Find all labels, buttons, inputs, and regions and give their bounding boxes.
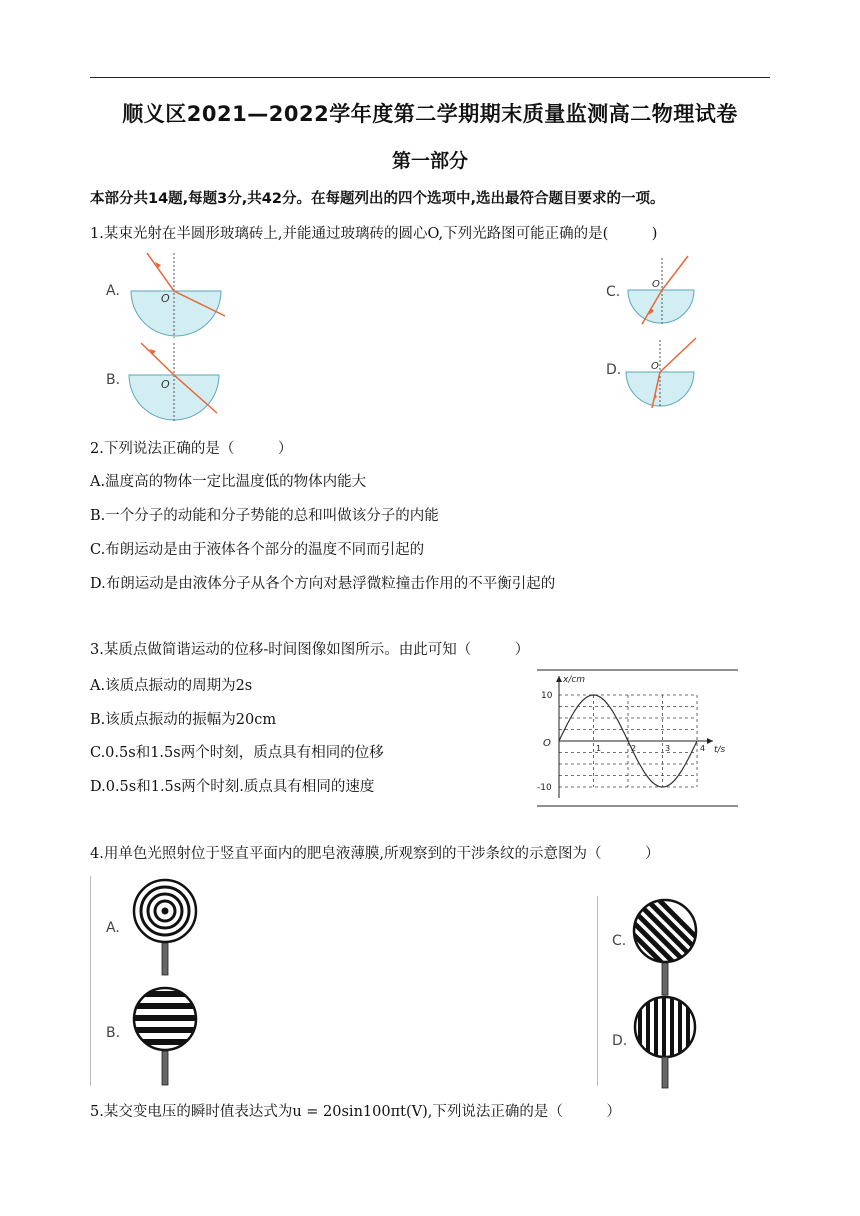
q1-figure-a [125, 248, 240, 338]
q4-figure-a-concentric-rings [130, 877, 200, 977]
q1-figure-b [125, 338, 240, 428]
q4-figure-b-horizontal-fringes [130, 985, 200, 1087]
q2-option-c: C.布朗运动是由于液体各个部分的温度不同而引起的 [90, 542, 425, 558]
q3-option-b: B.该质点振动的振幅为20cm [90, 712, 277, 728]
glass-semicircle [628, 290, 694, 323]
glass-semicircle [131, 291, 221, 336]
question-3-stem: 3.某质点做简谐运动的位移-时间图像如图所示。由此可知（ ） [90, 642, 530, 658]
top-rule [90, 77, 770, 78]
question-1-stem: 1.某束光射在半圆形玻璃砖上,并能通过玻璃砖的圆心O,下列光路图可能正确的是( ) [90, 226, 658, 242]
y-axis-label: x/cm [563, 675, 586, 685]
q2-option-b: B.一个分子的动能和分子势能的总和叫做该分子的内能 [90, 508, 439, 524]
figure-divider [597, 896, 598, 1086]
q4-label-b: B. [106, 1025, 121, 1041]
x-tick-4: 4 [700, 744, 706, 753]
center-o: O [161, 292, 170, 305]
center-o: O [652, 279, 660, 290]
q1-label-a: A. [106, 283, 120, 299]
q3-option-c: C.0.5s和1.5s两个时刻，质点具有相同的位移 [90, 745, 384, 761]
question-4-stem: 4.用单色光照射位于竖直平面内的肥皂液薄膜,所观察到的干涉条纹的示意图为（ ） [90, 846, 660, 862]
figure-border-left [90, 876, 91, 1086]
q4-label-c: C. [612, 933, 627, 949]
q1-label-c: C. [606, 284, 621, 300]
q4-label-a: A. [106, 920, 120, 936]
q1-label-b: B. [106, 372, 121, 388]
q4-figure-d-vertical-fringes [630, 995, 700, 1090]
q4-figure-c-diagonal-fringes [630, 897, 700, 997]
x-tick-1: 1 [596, 744, 602, 753]
q3-displacement-time-graph [535, 668, 740, 810]
x-tick-2: 2 [631, 744, 637, 753]
question-2-stem: 2.下列说法正确的是（ ） [90, 441, 293, 457]
exam-title: 顺义区2021—2022学年度第二学期期末质量监测高二物理试卷 [122, 102, 738, 126]
q3-option-a: A.该质点振动的周期为2s [90, 678, 253, 694]
y-tick-neg10: -10 [537, 783, 552, 793]
q1-label-d: D. [606, 362, 622, 378]
section-instructions: 本部分共14题,每题3分,共42分。在每题列出的四个选项中,选出最符合题目要求的一项。 [90, 191, 665, 207]
q4-label-d: D. [612, 1033, 628, 1049]
center-o: O [161, 378, 170, 391]
section-title: 第一部分 [391, 150, 468, 172]
x-axis-label: t/s [714, 745, 726, 755]
q1-figure-c [622, 252, 702, 332]
y-tick-10: 10 [541, 691, 553, 701]
question-5-stem: 5.某交变电压的瞬时值表达式为u = 20sin100πt(V),下列说法正确的是（ ） [90, 1104, 621, 1120]
center-o: O [651, 361, 659, 372]
glass-semicircle [129, 375, 219, 420]
q2-option-a: A.温度高的物体一定比温度低的物体内能大 [90, 474, 367, 490]
x-tick-3: 3 [665, 744, 671, 753]
q1-figure-d [622, 334, 702, 412]
q2-option-d: D.布朗运动是由液体分子从各个方向对悬浮微粒撞击作用的不平衡引起的 [90, 576, 556, 592]
q3-option-d: D.0.5s和1.5s两个时刻.质点具有相同的速度 [90, 779, 375, 795]
origin-label: O [543, 738, 551, 749]
